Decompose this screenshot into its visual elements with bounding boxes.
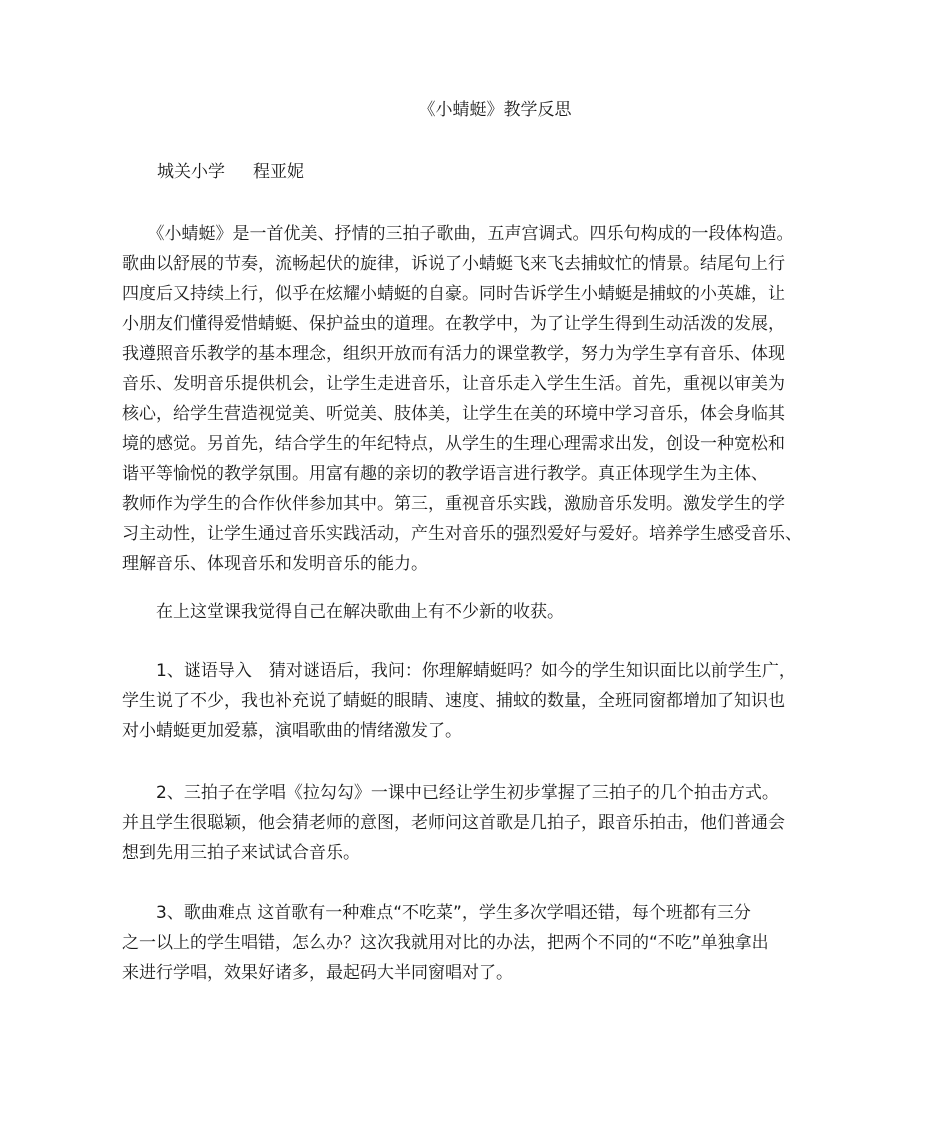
author-name: 程亚妮 [253,162,304,182]
paragraph-point-1 [122,656,842,746]
paragraph-line: 我遵照音乐教学的基本理念，组织开放而有活力的课堂教学，努力为学生享有音乐、体现 [122,344,785,364]
paragraph-line: 境的感觉。另首先，结合学生的年纪特点，从学生的生理心理需求出发，创设一种宽松和 [122,434,785,454]
paragraph-line: 学生说了不少，我也补充说了蜻蜓的眼睛、速度、捕蚊的数量，全班同窗都增加了知识也 [122,691,785,711]
paragraph-line: 之一以上的学生唱错，怎么办？这次我就用对比的办法，把两个不同的“不吃”单独拿出 [122,933,769,953]
document-title: 《小蜻蜓》教学反思 [418,100,572,120]
paragraph-line: 并且学生很聪颖，他会猜老师的意图，老师问这首歌是几拍子，跟音乐拍击，他们普通会 [122,813,785,833]
paragraph-line: 来进行学唱，效果好诸多，最起码大半同窗唱对了。 [122,963,513,983]
paragraph-line: 歌曲以舒展的节奏，流畅起伏的旋律，诉说了小蜻蜓飞来飞去捕蚊忙的情景。结尾句上行 [122,254,785,274]
paragraph-point-3 [122,898,842,988]
paragraph-line: 2、三拍子在学唱《拉勾勾》一课中已经让学生初步掌握了三拍子的几个拍击方式。 [122,783,779,803]
author-school: 城关小学 [157,162,225,182]
paragraph-point-2 [122,778,842,868]
paragraph-line: 小朋友们懂得爱惜蜻蜓、保护益虫的道理。在教学中，为了让学生得到生动活泼的发展， [122,314,785,334]
paragraph-line: 《小蜻蜓》是一首优美、抒情的三拍子歌曲，五声宫调式。四乐句构成的一段体构造。 [122,224,794,244]
paragraph-line: 核心，给学生营造视觉美、听觉美、肢体美，让学生在美的环境中学习音乐，体会身临其 [122,404,785,424]
paragraph-line: 在上这堂课我觉得自己在解决歌曲上有不少新的收获。 [122,602,564,622]
paragraph-line: 四度后又持续上行，似乎在炫耀小蜻蜓的自豪。同时告诉学生小蜻蜓是捕蚊的小英雄，让 [122,284,785,304]
paragraph-line: 对小蜻蜓更加爱慕，演唱歌曲的情绪激发了。 [122,721,462,741]
paragraph-intro [122,219,842,579]
paragraph-line: 想到先用三拍子来试试合音乐。 [122,843,360,863]
paragraph-line: 习主动性，让学生通过音乐实践活动，产生对音乐的强烈爱好与爱好。培养学生感受音乐、 [122,524,802,544]
paragraph-line: 教师作为学生的合作伙伴参加其中。第三，重视音乐实践，激励音乐发明。激发学生的学 [122,494,785,514]
author-line [157,160,304,184]
paragraph-line: 3、歌曲难点 这首歌有一种难点“不吃菜”，学生多次学唱还错，每个班都有三分 [122,903,751,923]
paragraph-line: 1、谜语导入 猜对谜语后，我问：你理解蜻蜓吗？如今的学生知识面比以前学生广， [122,661,796,681]
paragraph-summary [122,597,842,627]
paragraph-line: 音乐、发明音乐提供机会，让学生走进音乐，让音乐走入学生生活。首先，重视以审美为 [122,374,785,394]
paragraph-line: 理解音乐、体现音乐和发明音乐的能力。 [122,554,428,574]
paragraph-line: 谐平等愉悦的教学氛围。用富有趣的亲切的教学语言进行教学。真正体现学生为主体、 [122,464,768,484]
